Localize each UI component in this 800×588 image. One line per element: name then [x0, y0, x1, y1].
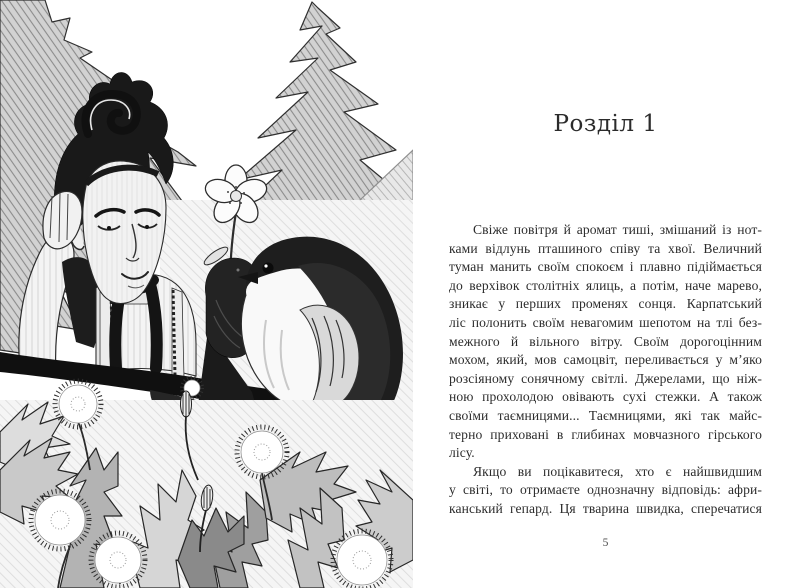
text-line: терно приховані в глибинах мовчазного гірського	[449, 426, 762, 442]
pupil-right	[145, 225, 149, 229]
right-page	[413, 0, 800, 588]
robin-eye	[263, 263, 274, 274]
text-line: мохом, який, мов самоцвіт, переливається у м’яко	[449, 352, 762, 368]
scarf-braid-right	[150, 284, 157, 368]
text-line: канський гепард. Ця тварина швидка, сперечатися	[449, 500, 762, 516]
text-line: зникає у перших променях сонця. Карпатський	[449, 296, 762, 312]
text-line: туман манить своїм спокоєм і плавно підіймається	[449, 259, 762, 275]
text-line: своїми таємницями... Таємницями, які так майс-	[449, 407, 762, 423]
dandelions	[0, 378, 413, 588]
text-line: Свіже повітря й аромат тиші, змішаний із нот-	[473, 222, 762, 237]
text-line: ліс полонить своїм невагомим шепотом на тлі без-	[449, 314, 762, 330]
text-line: у світі, то отримаєте однозначну відповідь: афри-	[449, 482, 762, 498]
text-line: лісу.	[449, 445, 475, 461]
fledgling-eye	[237, 269, 240, 272]
text-line: ною прохолодою овівають сухі стежки. А також	[449, 389, 762, 405]
text-line: розсіяному сонячному світлі. Джерелами, що ніж-	[449, 370, 762, 386]
pupil-left	[107, 226, 111, 230]
chapter-heading: Розділ 1	[553, 111, 658, 137]
text-line: до верхівок столітніх ялиць, а потім, наче марево,	[449, 277, 762, 293]
body-text	[449, 221, 762, 519]
text-line: межного й вільного вітру. Своїм дорогоцінним	[449, 333, 762, 349]
text-line: Якщо ви поцікавитеся, хто є найшвидшим	[473, 463, 762, 479]
flower-center	[231, 191, 242, 202]
page-number: 5	[602, 537, 609, 549]
robin-cheek	[246, 278, 278, 306]
text-line: ками відлунь пташиного співу та хвої. Величний	[449, 240, 762, 256]
robin-eye-highlight	[264, 264, 267, 267]
